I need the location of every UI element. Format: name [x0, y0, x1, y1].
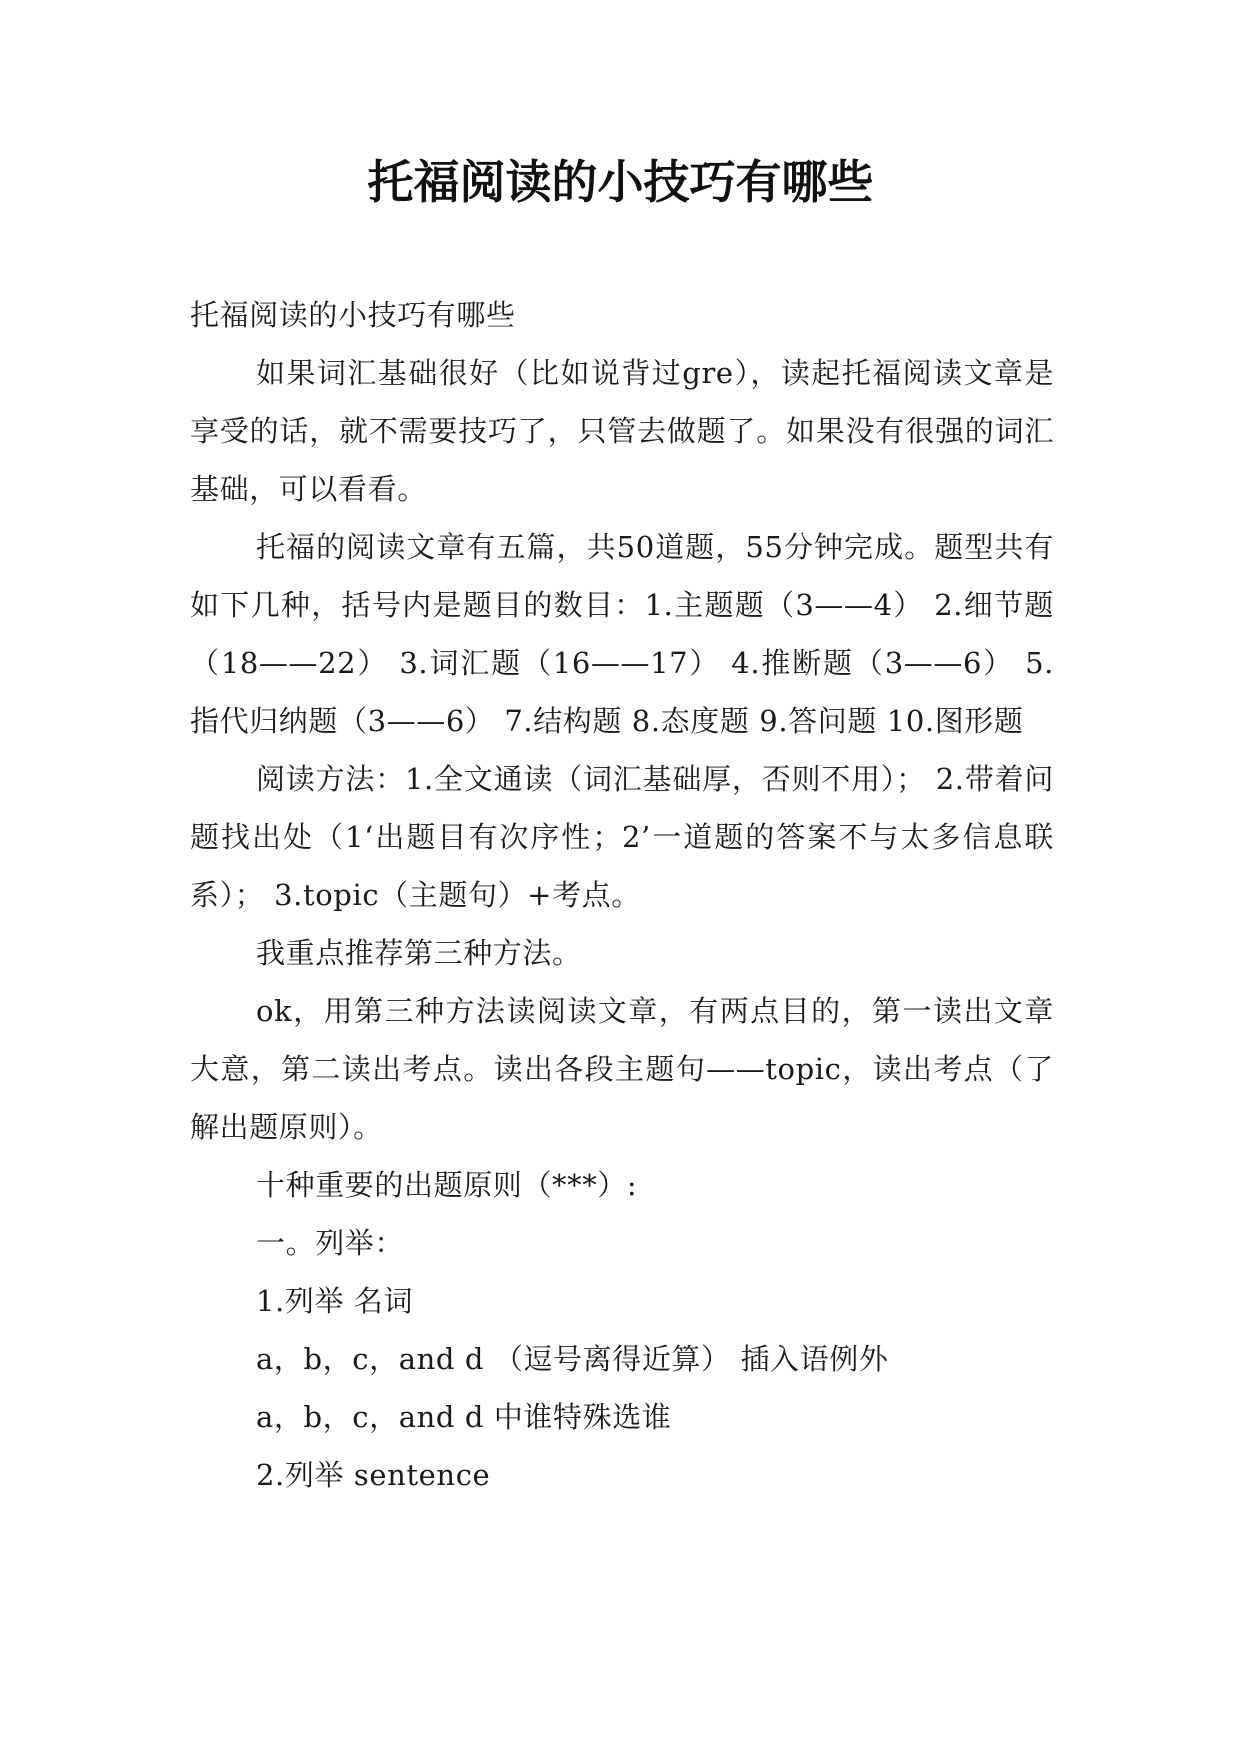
paragraph: 一。列举： [256, 1226, 405, 1260]
paragraph: 十种重要的出题原则（***）: [256, 1168, 638, 1202]
document-title: 托福阅读的小技巧有哪些 [367, 155, 874, 209]
paragraph: a，b，c，and d （逗号离得近算） 插入语例外 [256, 1342, 889, 1376]
paragraph: 1.列举 名词 [256, 1284, 414, 1318]
paragraph: ok，用第三种方法读阅读文章，有两点目的，第一读出文章大意，第二读出考点。读出各段主题句——topic，读出考点（了解出题原则）。 [190, 994, 1054, 1144]
paragraph: 阅读方法：1.全文通读（词汇基础厚，否则不用）； 2.带着问题找出处（1‘出题目有次序性；2’一道题的答案不与太多信息联系）； 3.topic（主题句）+考点。 [190, 762, 1054, 912]
paragraph: 托福的阅读文章有五篇，共50道题，55分钟完成。题型共有如下几种，括号内是题目的数目：1.主题题（3——4） 2.细节题（18——22） 3.词汇题（16——17） 4.推断题（3——6） 5.指代归纳题（3——6） 7.结构题 8.态度题 9.答问题 10.图形题 [190, 530, 1054, 738]
paragraph: a，b，c，and d 中谁特殊选谁 [256, 1400, 672, 1434]
document-subtitle: 托福阅读的小技巧有哪些 [190, 298, 516, 332]
document-body [190, 286, 1054, 1504]
paragraph: 2.列举 sentence [256, 1458, 491, 1492]
paragraph: 如果词汇基础很好（比如说背过gre），读起托福阅读文章是享受的话，就不需要技巧了，只管去做题了。如果没有很强的词汇基础，可以看看。 [190, 356, 1054, 506]
paragraph: 我重点推荐第三种方法。 [256, 936, 582, 970]
